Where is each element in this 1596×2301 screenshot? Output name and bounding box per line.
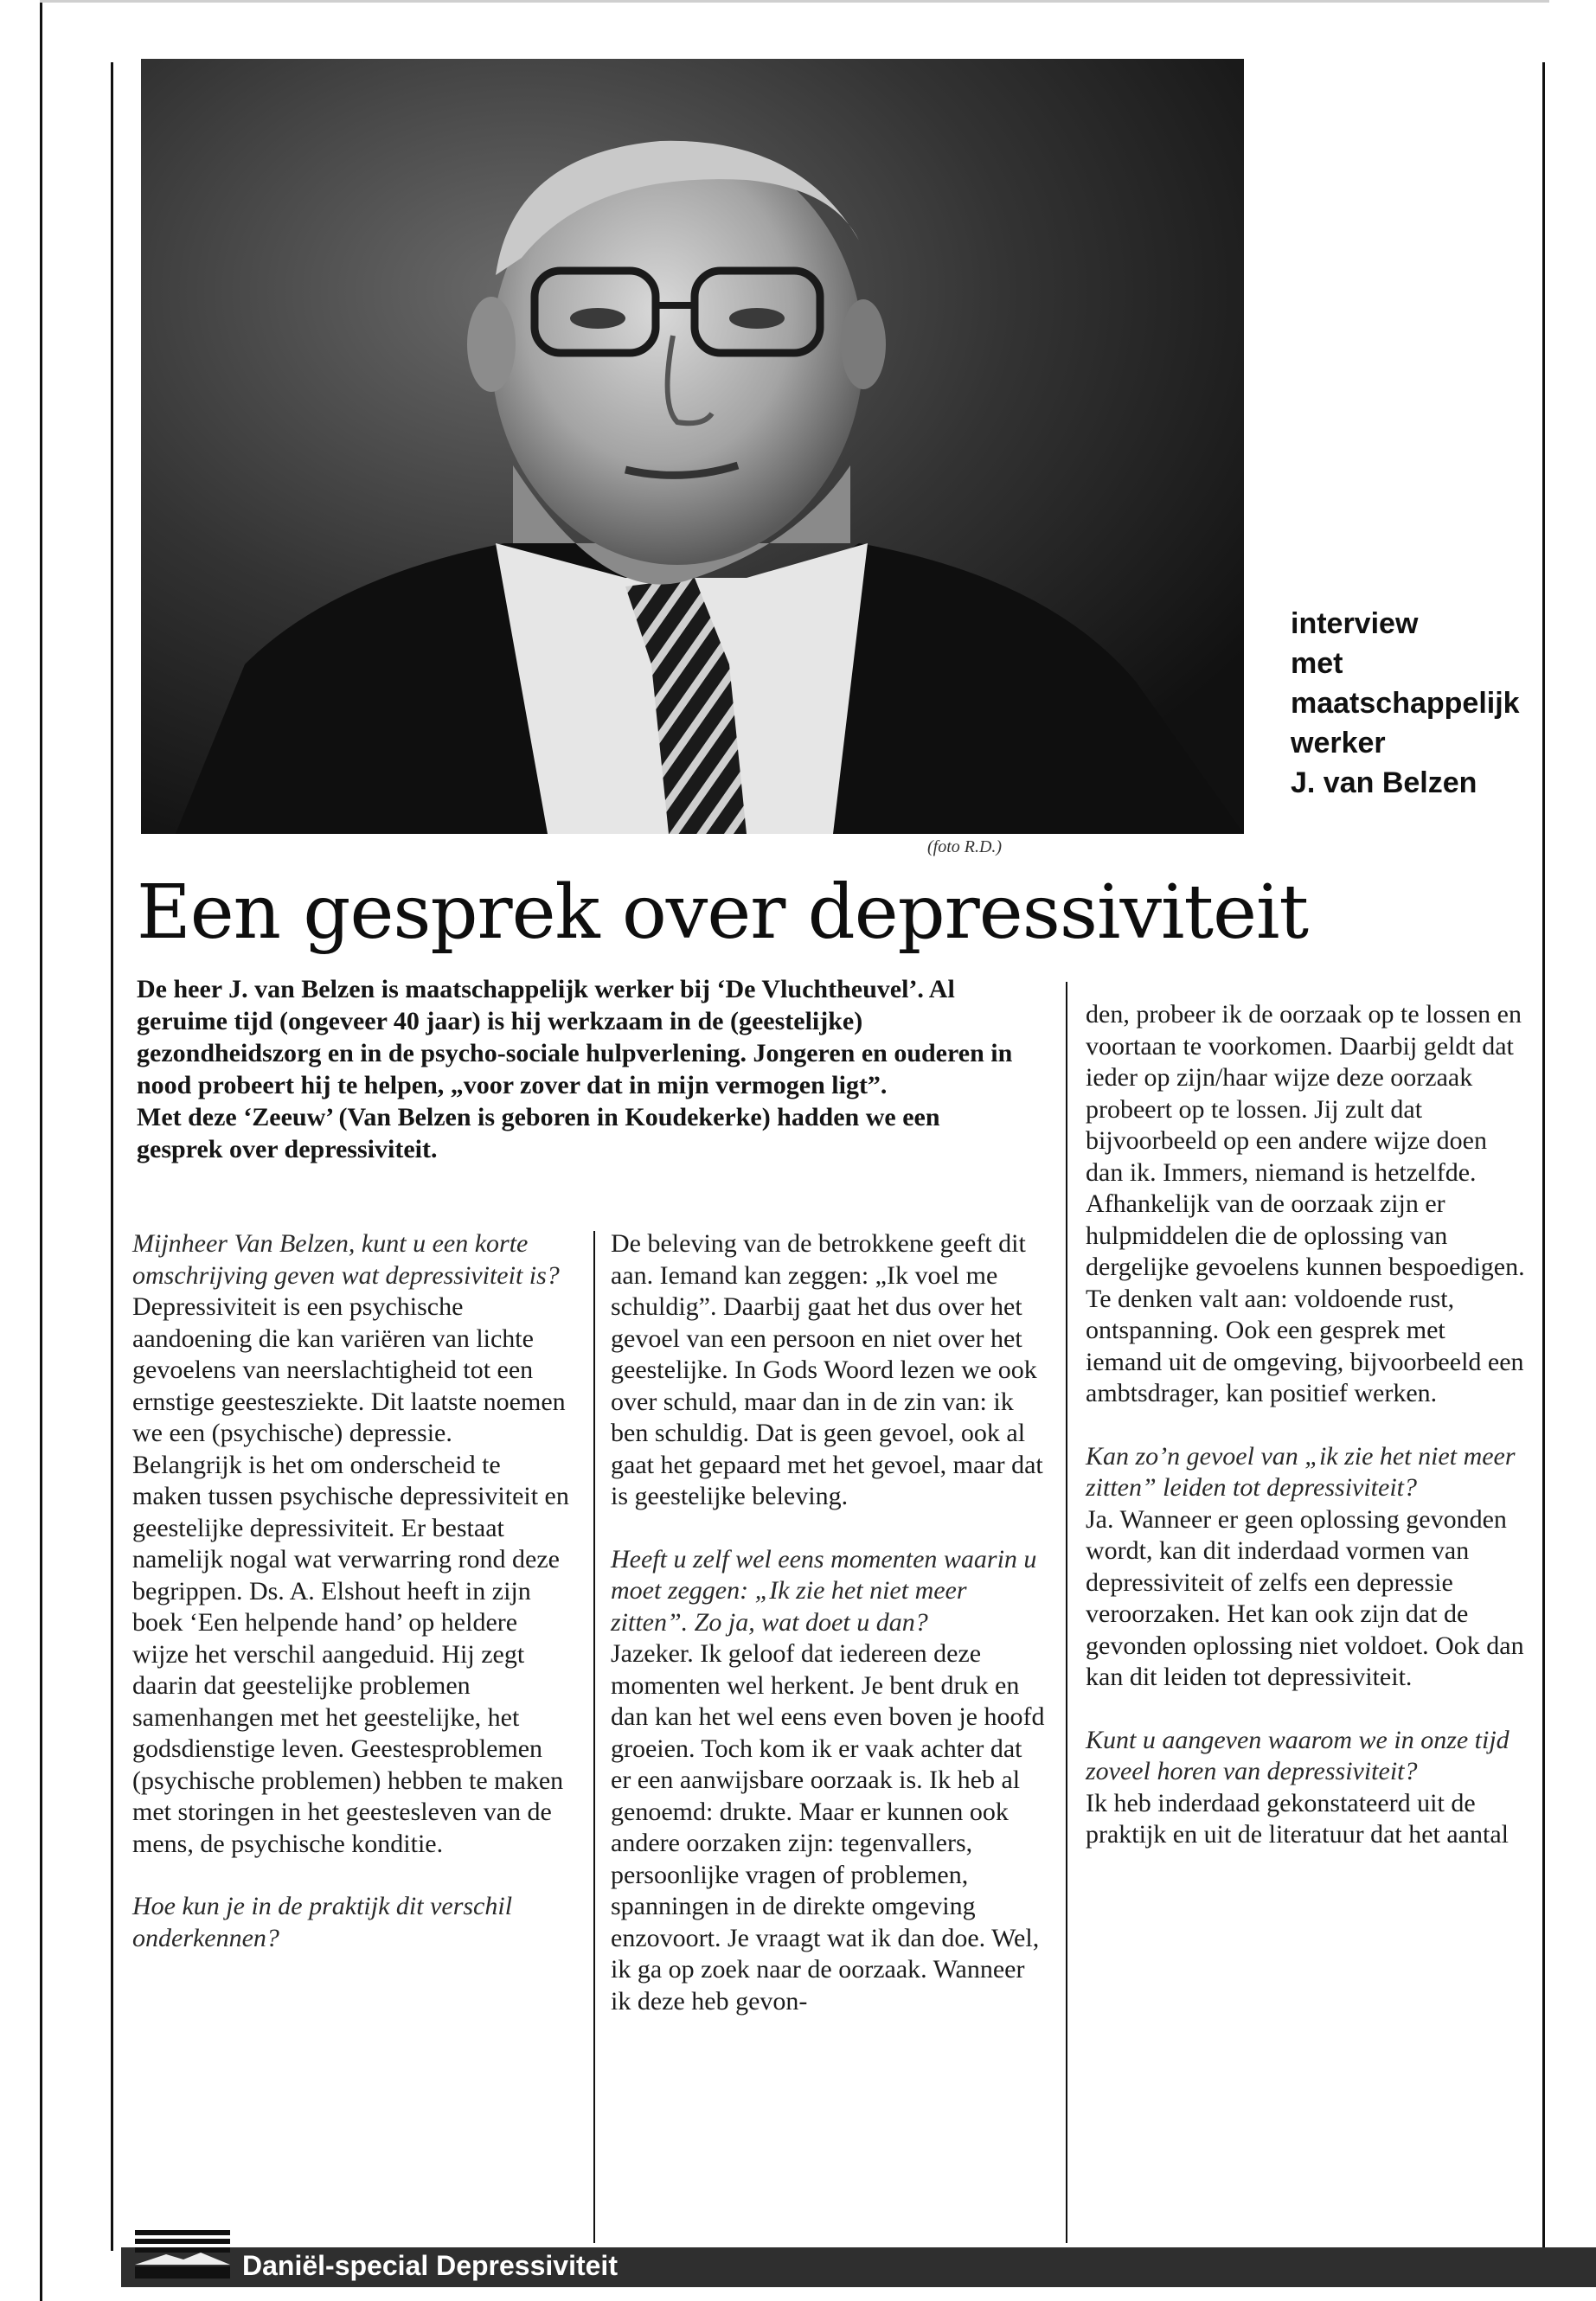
interview-question: Hoe kun je in de praktijk dit verschil onderkennen? (132, 1892, 513, 1952)
caption-line: J. van Belzen (1291, 766, 1477, 799)
page-footer (121, 2247, 1596, 2287)
portrait-illustration (141, 59, 1244, 834)
interview-caption (1291, 604, 1520, 803)
article-column-1 (132, 1228, 569, 1954)
caption-line: met (1291, 647, 1343, 680)
photo-credit: (foto R.D.) (927, 837, 1003, 856)
interview-question: Heeft u zelf wel eens momenten waarin u moet zeggen: „Ik zie het niet meer zitten”. Zo ja, wat doet u dan? (611, 1544, 1037, 1637)
article-column-3 (1086, 999, 1527, 1851)
interview-answer: Jazeker. Ik geloof dat iedereen deze momenten wel herkent. Je bent druk en dan kan het wel eens even boven je hoofd groeien. Toch kom ik er vaak achter dat er een aanwijsbare oorzaak is. Ik heb al genoemd: drukte. Maar er kunnen ook andere oorzaken zijn: tegenvallers, persoonlijke vragen of problemen, spanningen in de direkte omgeving enzovoort. Je vraagt wat ik dan doe. Wel, ik ga op zoek naar de oorzaak. Wanneer ik deze heb gevon- (611, 1639, 1045, 2016)
right-frame-rule (1542, 62, 1545, 2251)
interview-answer: De beleving van de betrokkene geeft dit aan. Iemand kan zeggen: „Ik voel me schuldig”. Daarbij gaat het dus over het gevoel van een persoon en niet over het geestelijke. In Gods Woord lezen we ook over schuld, maar dan in de zin van: ik ben schuldig. Dat is geen gevoel, ook al gaat het gepaard met het gevoel, maar dat is geestelijke beleving. (611, 1229, 1043, 1510)
intro-paragraph: Met deze ‘Zeeuw’ (Van Belzen is geboren in Koudekerke) hadden we een gesprek over depressiviteit. (137, 1103, 940, 1163)
column-divider (1066, 982, 1067, 2243)
de-vluchtheuvel-logo-icon (131, 2213, 234, 2285)
interview-question: Kunt u aangeven waarom we in onze tijd zoveel horen van depressiviteit? (1086, 1725, 1509, 1785)
article-column-2 (611, 1228, 1048, 2017)
left-page-rule (40, 0, 42, 2301)
interview-question: Mijnheer Van Belzen, kunt u een korte omschrijving geven wat depressiviteit is? (132, 1229, 560, 1290)
caption-line: interview (1291, 607, 1419, 640)
portrait-photo (141, 59, 1244, 834)
caption-line: maatschappelijk (1291, 687, 1520, 720)
interview-answer: Depressiviteit is een psychische aandoening die kan variëren van lichte gevoelens van neerslachtigheid tot een ernstige geestesziekte. Dit laatste noemen we een (psychische) depressie. (132, 1292, 566, 1447)
article-headline: Een gesprek over depressiviteit (137, 869, 1309, 956)
article-intro (137, 973, 1028, 1165)
interview-answer: Belangrijk is het om onderscheid te maken tussen psychische depressiviteit en geestelijke depressiviteit. Er bestaat namelijk nogal wat verwarring rond deze begrippen. Ds. A. Elshout heeft in zijn boek ‘Een helpende hand’ op heldere wijze het verschil aangeduid. Hij zegt daarin dat geestelijke problemen samenhangen met het geestelijke, het godsdienstige leven. Geestesproblemen (psychische problemen) hebben te maken met storingen in het geestesleven van de mens, de psychische konditie. (132, 1450, 569, 1858)
intro-paragraph: De heer J. van Belzen is maatschappelijk werker bij ‘De Vluchtheuvel’. Al geruime tijd (ongeveer 40 jaar) is hij werkzaam in de (geestelijke) gezondheidszorg en in de psycho-sociale hulpverlening. Jongeren en ouderen in nood probeert hij te helpen, „voor zover dat in mijn vermogen ligt”. (137, 975, 1013, 1099)
left-frame-rule (111, 62, 113, 2251)
column-divider (593, 1231, 595, 2243)
interview-question: Kan zo’n gevoel van „ik zie het niet meer zitten” leiden tot depressiviteit? (1086, 1441, 1516, 1502)
footer-title: Daniël-special Depressiviteit (242, 2250, 618, 2281)
interview-answer: Ja. Wanneer er geen oplossing gevonden wordt, kan dit inderdaad vormen van depressiviteit of zelfs een depressie veroorzaken. Het kan ook zijn dat de gevonden oplossing niet voldoet. Ook dan kan dit leiden tot depressiviteit. (1086, 1504, 1524, 1691)
caption-line: werker (1291, 727, 1386, 760)
interview-answer: Ik heb inderdaad gekonstateerd uit de praktijk en uit de literatuur dat het aantal (1086, 1788, 1509, 1849)
top-rule (40, 0, 1549, 3)
interview-answer: den, probeer ik de oorzaak op te lossen en voortaan te voorkomen. Daarbij geldt dat ieder op zijn/haar wijze deze oorzaak probeert op te lossen. Jij zult dat bijvoorbeeld op een andere wijze doen dan ik. Immers, niemand is hetzelfde. Afhankelijk van de oorzaak zijn er hulpmiddelen die de oplossing van dergelijke gevoelens kunnen bespoedigen. Te denken valt aan: voldoende rust, ontspanning. Ook een gesprek met iemand uit de omgeving, bijvoorbeeld een ambtsdrager, kan positief werken. (1086, 1000, 1525, 1407)
